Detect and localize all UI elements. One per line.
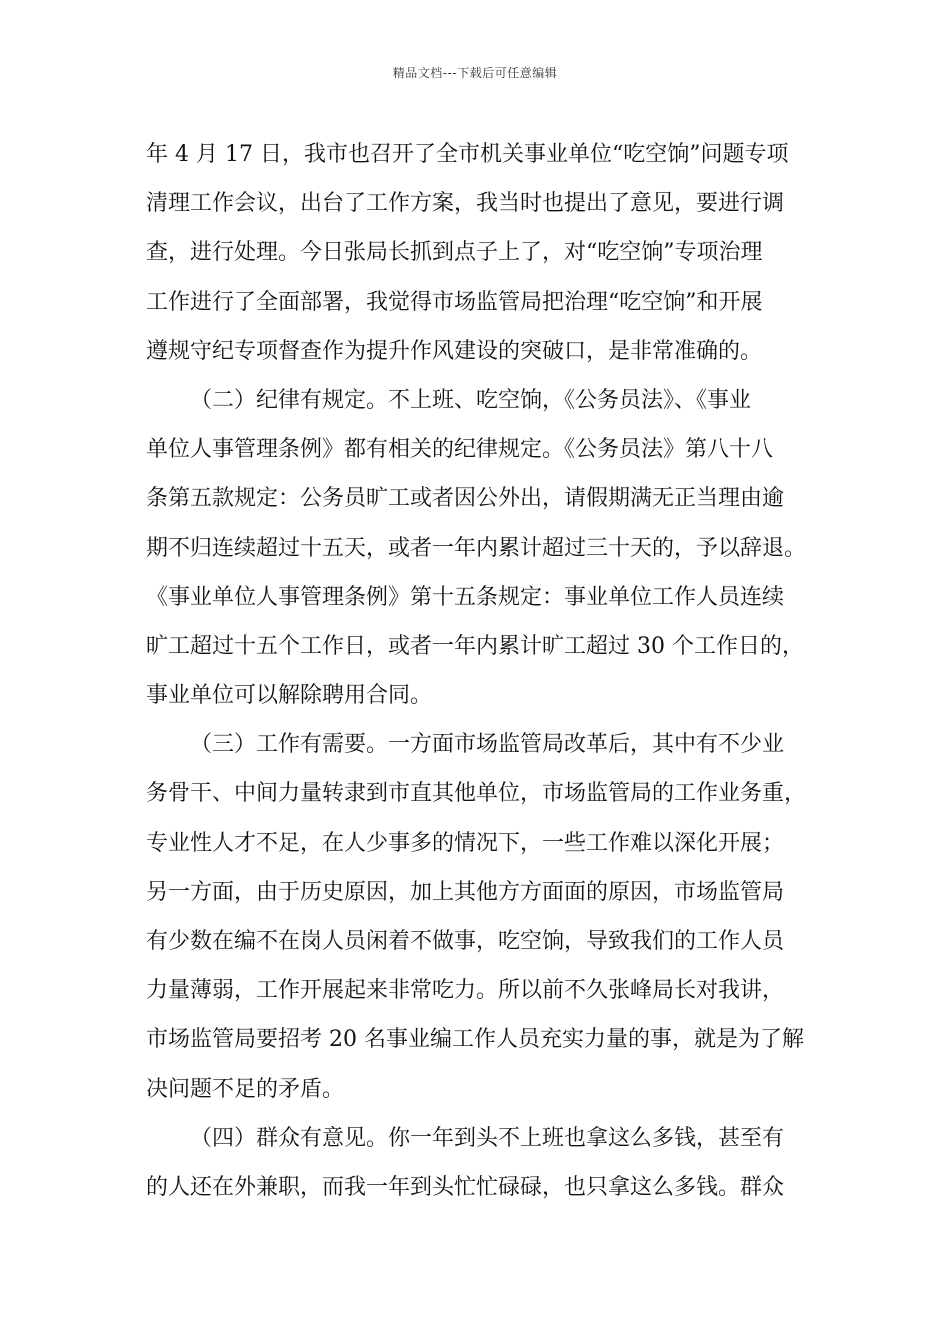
text-line: （四）群众有意见。你一年到头不上班也拿这么多钱，甚至有 [190, 1125, 785, 1151]
text-line: 专业性人才不足，在人少事多的情况下，一些工作难以深化开展； [146, 830, 785, 856]
text-line: 旷工超过十五个工作日，或者一年内累计旷工超过 30 个工作日的， [146, 633, 804, 659]
text-line: 有少数在编不在岗人员闲着不做事，吃空饷，导致我们的工作人员 [146, 929, 785, 954]
text-line: 力量薄弱，工作开展起来非常吃力。所以前不久张峰局长对我讲， [146, 978, 785, 1004]
text-line: 遵规守纪专项督查作为提升作风建设的突破口，是非常准确的。 [146, 338, 763, 364]
text-line: 工作进行了全面部署，我觉得市场监管局把治理“吃空饷”和开展 [146, 289, 763, 315]
text-line: 的人还在外兼职，而我一年到头忙忙碌碌，也只拿这么多钱。群众 [146, 1174, 785, 1200]
text-line: 年 4 月 17 日，我市也召开了全市机关事业单位“吃空饷”问题专项 [146, 142, 789, 167]
text-line: 《事业单位人事管理条例》第十五条规定：事业单位工作人员连续 [146, 584, 785, 610]
text-line: 条第五款规定：公务员旷工或者因公外出，请假期满无正当理由逾 [146, 486, 785, 512]
page-header: 精品文档---下载后可任意编辑 [392, 66, 558, 80]
text-line: 市场监管局要招考 20 名事业编工作人员充实力量的事，就是为了解 [146, 1027, 804, 1053]
text-line: （二）纪律有规定。不上班、吃空饷，《公务员法》、《事业 [190, 387, 752, 413]
text-line: 查，进行处理。今日张局长抓到点子上了，对“吃空饷”专项治理 [146, 240, 763, 266]
text-line: （三）工作有需要。一方面市场监管局改革后，其中有不少业 [190, 732, 785, 758]
text-line: 清理工作会议，出台了工作方案，我当时也提出了意见，要进行调 [146, 191, 785, 217]
text-line: 务骨干、中间力量转隶到市直其他单位，市场监管局的工作业务重， [146, 781, 807, 807]
text-line: 单位人事管理条例》都有相关的纪律规定。《公务员法》第八十八 [146, 437, 774, 463]
text-line: 决问题不足的矛盾。 [146, 1076, 345, 1102]
text-line: 另一方面，由于历史原因，加上其他方方面面的原因，市场监管局 [146, 879, 785, 905]
document-body [146, 130, 816, 1212]
text-line: 事业单位可以解除聘用合同。 [146, 683, 433, 709]
text-line: 期不归连续超过十五天，或者一年内累计超过三十天的，予以辞退。 [146, 535, 807, 561]
